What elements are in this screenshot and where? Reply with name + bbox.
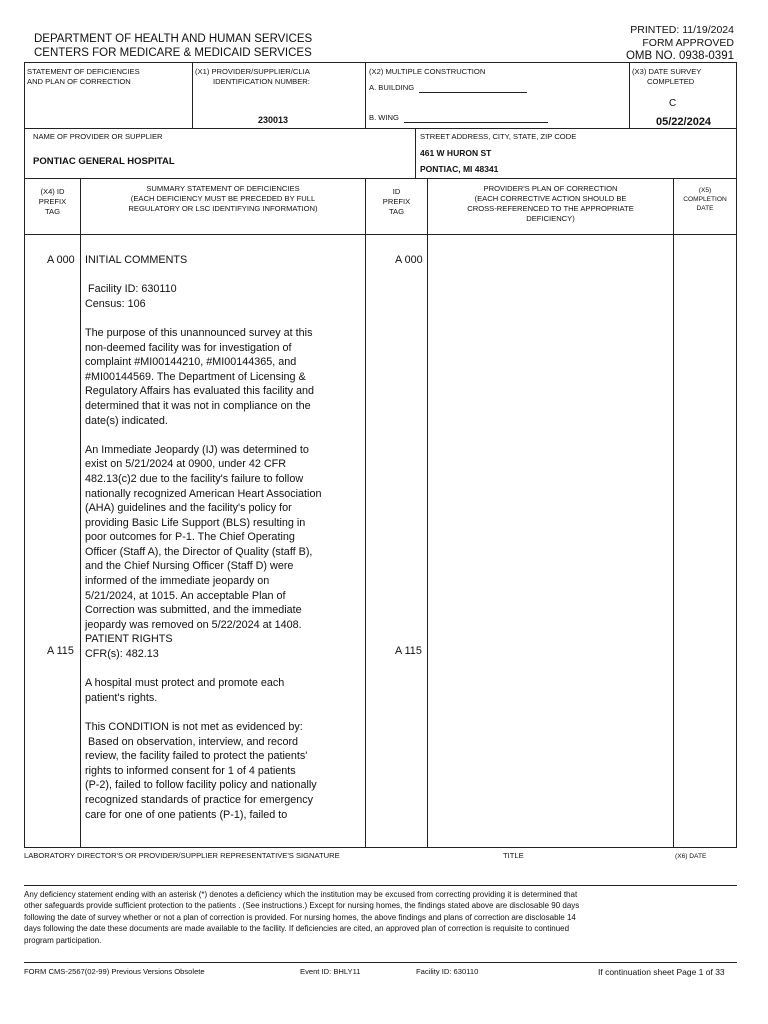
print-info <box>626 24 734 63</box>
divider <box>24 962 737 963</box>
disclaimer: Any deficiency statement ending with an asterisk (*) denotes a deficiency which the institution may be excused from correcting providing it is determined that other safeguards provide sufficient protection to the patients . (See instructions.) Except for nursing homes, the findings stated above are disclosable 90 days following the date of survey whether or not a plan of correction is provided. For nursing homes, the above findings and plans of correction are disclosable 14 days following the date these documents are made available to the facility. If deficiencies are cited, an approved plan of correction is requisite to continued program participation. <box>24 890 580 945</box>
divider <box>192 62 193 128</box>
provider-id-label: (X1) PROVIDER/SUPPLIER/CLIA IDENTIFICATION NUMBER: <box>195 67 310 86</box>
provider-name-label: NAME OF PROVIDER OR SUPPLIER <box>33 132 163 141</box>
x4-header: (X4) ID PREFIX TAG <box>38 187 67 216</box>
id-prefix-header: ID PREFIX TAG <box>382 187 411 216</box>
survey-code: C <box>669 98 677 109</box>
facility-id-line: Facility ID: 630110 <box>85 283 177 296</box>
purpose-paragraph: The purpose of this unannounced survey at this non-deemed facility was for investigation of complaint #MI00144210, #MI00144365, and #MI00144569. The Department of Licensing & Regulatory Affairs has evaluated this facility and determined that it was not in compliance on the date(s) indicated. <box>85 326 315 427</box>
form-approved: FORM APPROVED <box>642 37 734 49</box>
cfr-line: CFR(s): 482.13 <box>85 648 159 661</box>
prefix-tag-right: A 000 <box>395 254 423 266</box>
divider <box>24 128 737 129</box>
agency-header <box>34 32 312 60</box>
form-top-border <box>24 62 737 63</box>
plan-header: PROVIDER'S PLAN OF CORRECTION (EACH CORRECTIVE ACTION SHOULD BE CROSS-REFERENCED TO THE APPROPRIATE DEFICIENCY) <box>467 184 634 223</box>
prefix-tag: A 000 <box>47 254 75 266</box>
completion-header: (X5) COMPLETION DATE <box>683 187 727 212</box>
divider <box>415 128 416 178</box>
building-blank <box>419 92 527 93</box>
page-number: If continuation sheet Page 1 of 33 <box>598 967 725 977</box>
provider-name: PONTIAC GENERAL HOSPITAL <box>33 156 175 167</box>
divider <box>24 178 737 179</box>
statement-label: STATEMENT OF DEFICIENCIES AND PLAN OF CORRECTION <box>27 67 140 86</box>
prefix-tag-right: A 115 <box>395 645 422 657</box>
ij-paragraph: An Immediate Jeopardy (IJ) was determined to exist on 5/21/2024 at 0900, under 42 CFR 482.13(c)2 due to the facility's failure to follow nationally recognized American Heart Association (AHA) guidelines and the facility's policy for providing Basic Life Support (BLS) resulting in poor outcomes for P-1. The Chief Operating Officer (Staff A), the Director of Quality (staff B), and the Chief Nursing Officer (Staff D) were informed of the immediate jeopardy on 5/21/2024, at 1015. An acceptable Plan of Correction was submitted, and the immediate jeopardy was removed on 5/22/2024 at 1408. <box>85 443 322 631</box>
form-number: FORM CMS-2567(02-99) Previous Versions Obsolete <box>24 967 205 976</box>
condition-paragraph: This CONDITION is not met as evidenced by: Based on observation, interview, and record review, the facility failed to protect the patients' rights to informed consent for 1 of 4 patients (P-2), failed to follow facility policy and nationally recognized standards of practice for emergency care for one of one patients (P-1), failed to <box>85 721 317 821</box>
summary-header: SUMMARY STATEMENT OF DEFICIENCIES (EACH DEFICIENCY MUST BE PRECEDED BY FULL REGULATORY OR LSC IDENTIFYING INFORMATION) <box>128 184 318 213</box>
footer-facility-id: Facility ID: 630110 <box>416 967 479 976</box>
form-right-border <box>736 62 737 848</box>
divider <box>629 62 630 128</box>
department-name: DEPARTMENT OF HEALTH AND HUMAN SERVICES <box>34 33 313 45</box>
form-left-border <box>24 62 25 848</box>
column-divider <box>427 178 428 848</box>
address-label: STREET ADDRESS, CITY, STATE, ZIP CODE <box>420 132 577 141</box>
signature-label: LABORATORY DIRECTOR'S OR PROVIDER/SUPPLIER REPRESENTATIVE'S SIGNATURE <box>24 851 340 860</box>
census-line: Census: 106 <box>85 297 146 310</box>
section-heading: INITIAL COMMENTS <box>85 254 188 266</box>
column-divider <box>673 178 674 848</box>
building-label: A. BUILDING <box>369 83 415 92</box>
event-id: Event ID: BHLY11 <box>300 967 361 976</box>
column-divider <box>365 178 366 848</box>
prefix-tag: A 115 <box>47 645 74 657</box>
survey-date: 05/22/2024 <box>656 116 712 128</box>
multiple-construction-label: (X2) MULTIPLE CONSTRUCTION <box>369 67 486 76</box>
wing-blank <box>404 122 548 123</box>
divider <box>365 62 366 128</box>
protect-paragraph: A hospital must protect and promote each patient's rights. <box>85 677 285 704</box>
title-label: TITLE <box>503 851 524 860</box>
address-street: 461 W HURON ST <box>420 148 492 158</box>
wing-label: B. WING <box>369 113 399 122</box>
centers-name: CENTERS FOR MEDICARE & MEDICAID SERVICES <box>34 47 312 59</box>
column-divider <box>80 178 81 848</box>
divider <box>24 234 737 235</box>
omb-number: OMB NO. 0938-0391 <box>625 50 734 62</box>
address-city: PONTIAC, MI 48341 <box>420 164 499 174</box>
form-bottom-border <box>24 847 737 848</box>
provider-id-value: 230013 <box>258 115 289 125</box>
survey-date-label: (X3) DATE SURVEY COMPLETED <box>632 67 702 86</box>
divider <box>24 885 737 886</box>
summary-text <box>85 253 363 822</box>
section-heading: PATIENT RIGHTS <box>85 633 173 646</box>
signature-date-label: (X6) DATE <box>675 853 707 860</box>
printed-date: PRINTED: 11/19/2024 <box>630 24 734 36</box>
